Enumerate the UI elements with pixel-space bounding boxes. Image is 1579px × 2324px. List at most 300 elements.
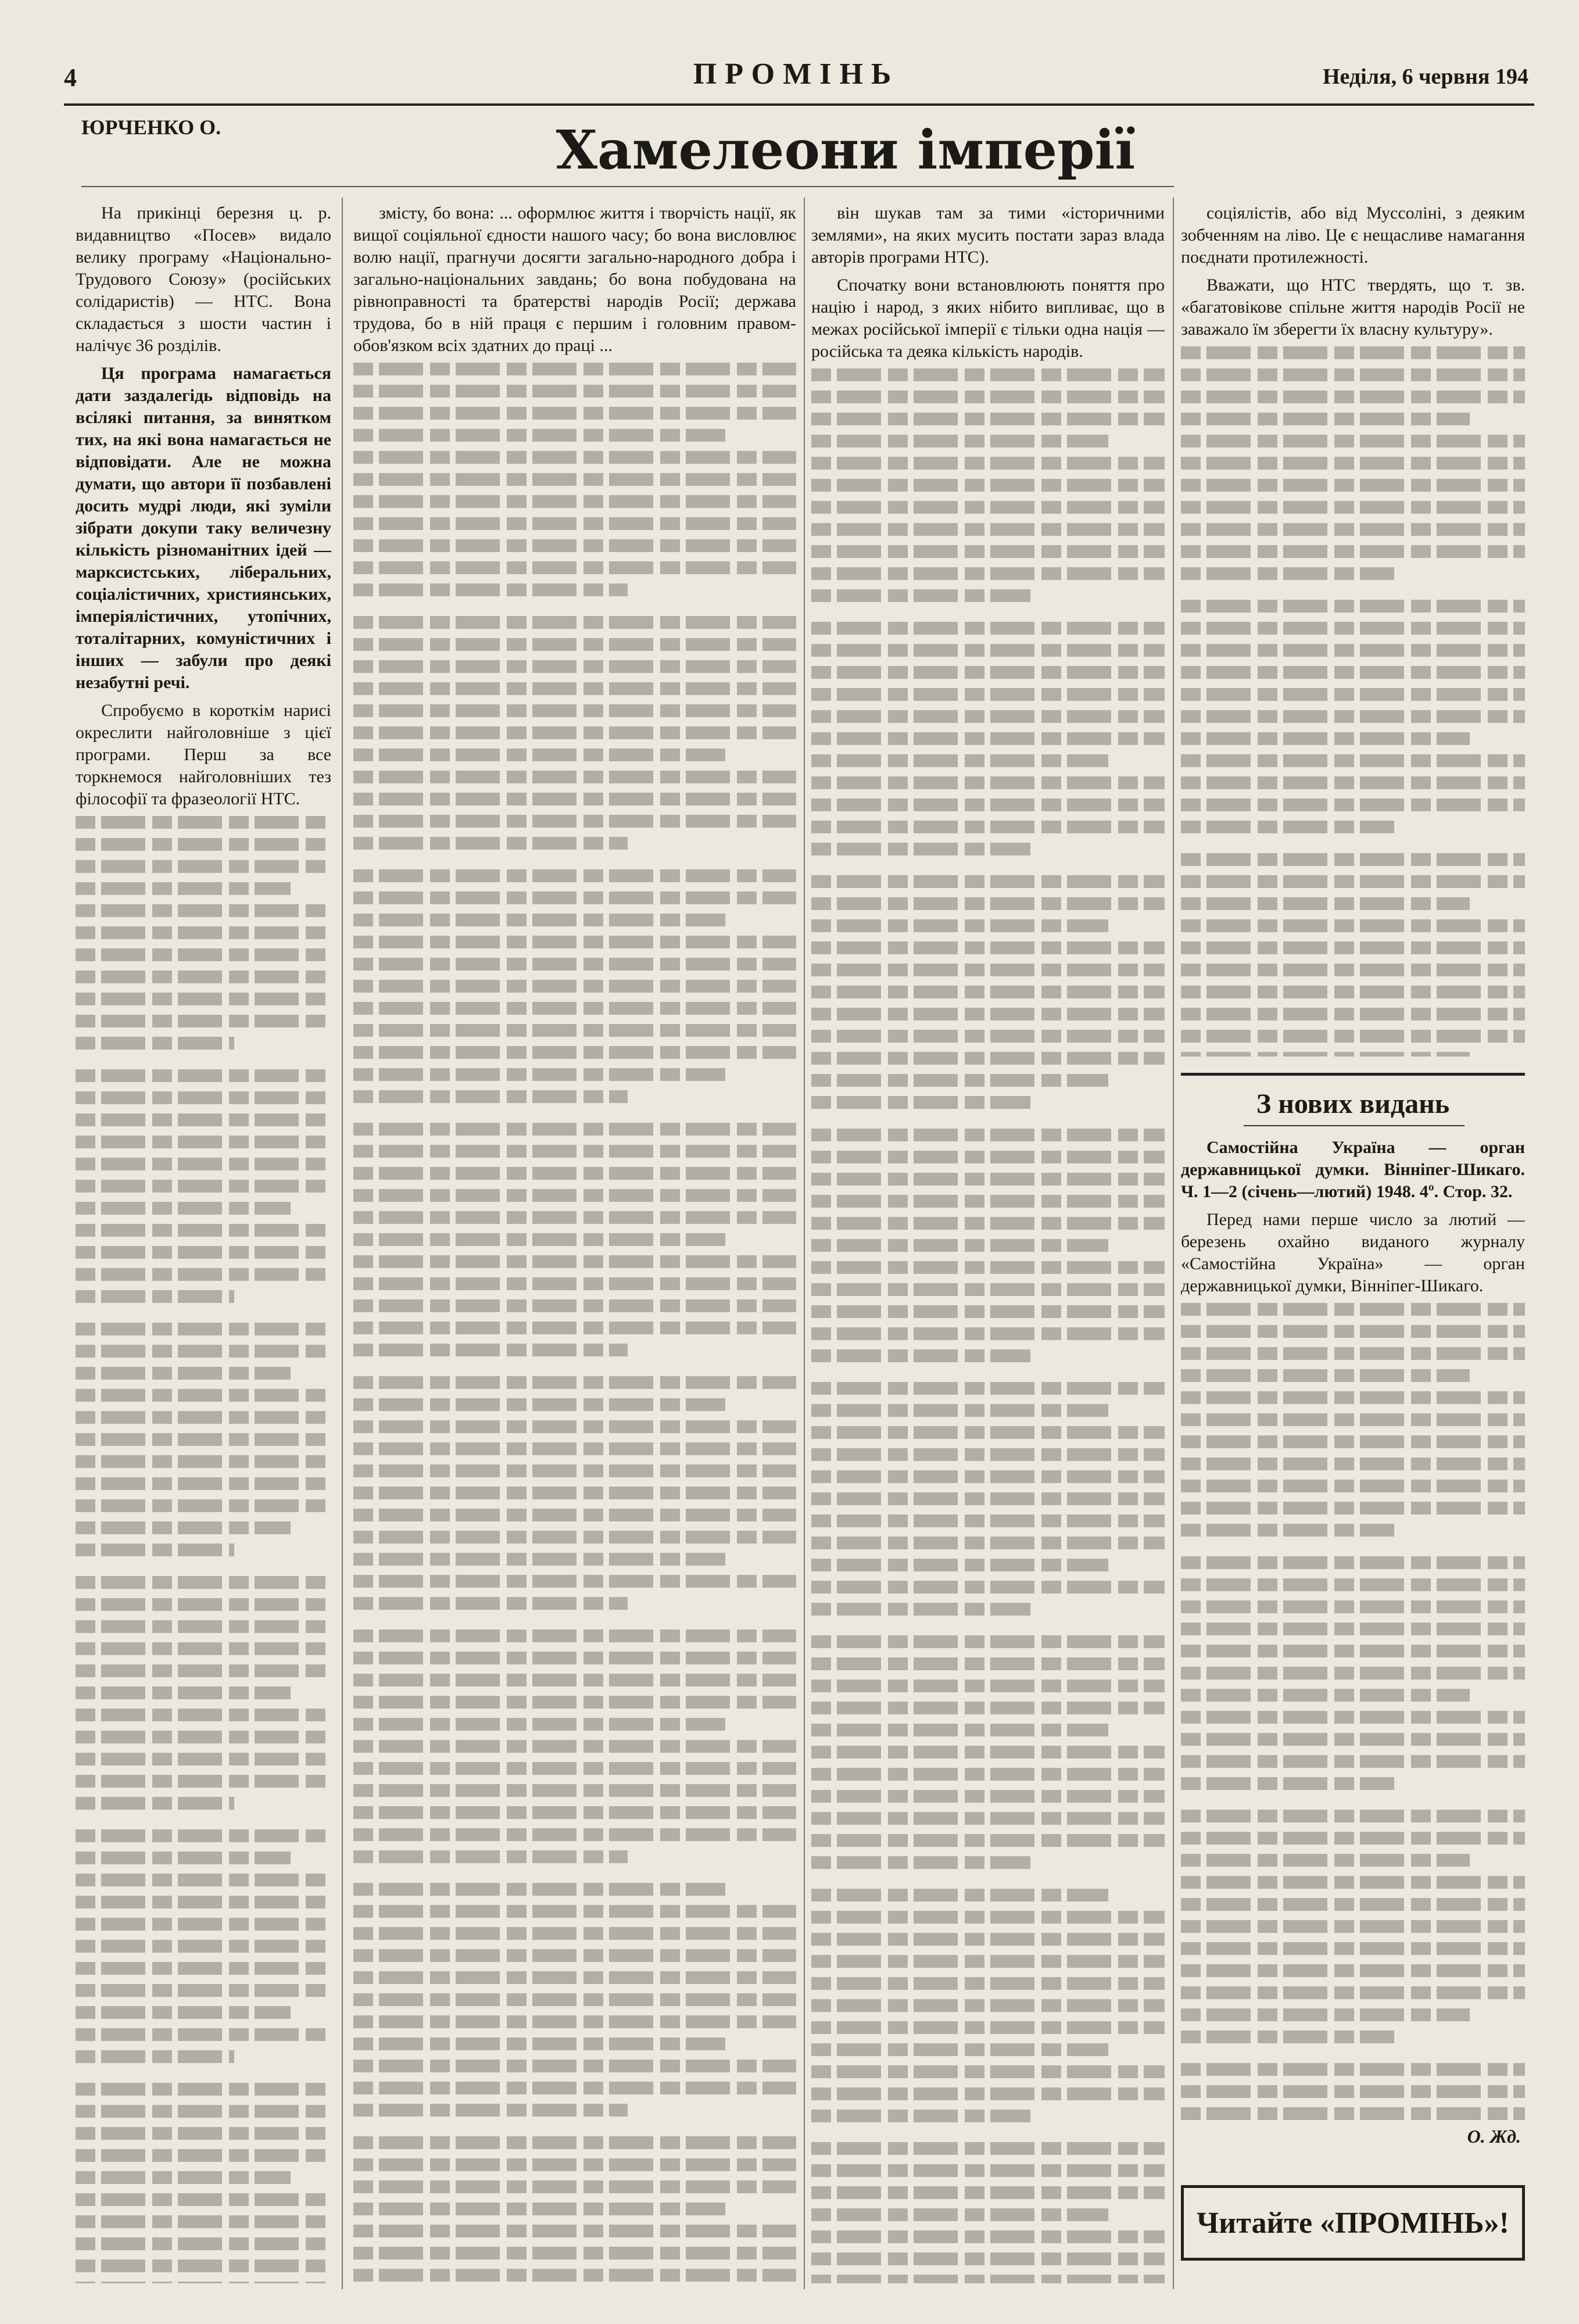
text-line — [811, 1537, 1165, 1549]
text-line — [811, 1999, 1165, 2012]
paragraph-gap — [353, 1112, 796, 1123]
text-line — [1181, 523, 1525, 536]
text-line — [1181, 545, 1525, 558]
text-line — [76, 1829, 331, 1842]
paragraph: На прикінці березня ц. р. видавництво «Посев» видало велику програму «Національно-Трудового Союзу» (російських солідаристів) — НТС. Вона складається з шости частин і налічує 36 розділів. — [76, 203, 331, 355]
text-line — [76, 1202, 291, 1215]
text-line — [811, 1657, 1165, 1670]
text-line — [353, 1123, 796, 1136]
text-line — [353, 1806, 796, 1819]
text-line — [353, 1597, 628, 1610]
paragraph-gap — [353, 2126, 796, 2136]
text-line — [1181, 368, 1525, 381]
text-line — [811, 1581, 1165, 1594]
text-line — [811, 776, 1165, 789]
text-line — [353, 1398, 725, 1411]
text-line — [811, 413, 1165, 425]
text-line — [353, 2136, 796, 2149]
text-line — [811, 1008, 1165, 1020]
text-line — [811, 1382, 1165, 1395]
text-line — [353, 749, 725, 761]
paragraph-gap — [811, 1878, 1165, 1889]
text-line — [353, 815, 796, 828]
text-line — [1181, 2085, 1525, 2098]
text-lines — [76, 816, 331, 2283]
text-line — [76, 971, 331, 983]
reviews-column — [1181, 1137, 1525, 2125]
text-line — [1181, 941, 1525, 954]
text-line — [76, 1620, 331, 1633]
article-column-4 — [1181, 202, 1525, 1057]
text-line — [1181, 732, 1470, 745]
text-line — [353, 837, 628, 850]
text-line — [76, 1389, 331, 1402]
paragraph-gap — [353, 606, 796, 616]
text-line — [353, 936, 796, 948]
text-line — [811, 523, 1165, 536]
text-line — [811, 2065, 1165, 2078]
text-line — [811, 391, 1165, 403]
text-line — [1181, 688, 1525, 701]
text-line — [353, 2015, 796, 2028]
text-line — [811, 1834, 1165, 1847]
text-line — [1181, 754, 1525, 767]
text-line — [811, 1261, 1165, 1274]
text-line — [353, 1002, 796, 1015]
column-divider — [804, 198, 805, 2289]
text-line — [811, 798, 1165, 811]
text-line — [353, 1883, 725, 1896]
text-line — [76, 1709, 331, 1721]
text-line — [76, 1323, 331, 1335]
text-line — [811, 2275, 1165, 2283]
text-line — [811, 2021, 1165, 2034]
text-line — [353, 1696, 796, 1709]
text-line — [1181, 1480, 1525, 1492]
text-line — [353, 616, 796, 629]
text-line — [811, 1790, 1165, 1803]
paragraph: Спробуємо в короткім нарисі окреслити найголовніше з цієї програми. Перш за все торкнемося найголовніших тез філософії та фразеології НТС. — [76, 701, 331, 808]
text-line — [76, 860, 331, 873]
text-line — [1181, 666, 1525, 679]
text-line — [353, 1784, 796, 1797]
text-line — [811, 821, 1165, 833]
text-line — [353, 891, 796, 904]
text-line — [76, 816, 331, 829]
paragraph: змісту, бо вона: ... оформлює життя і творчість нації, як вищої соціяльної єдности нашого часу; бо вона висловлює волю нації, прагнучи досягти загально-народного добра і загально-національних завдань; бо вона побудована на рівноправності та братерстві народів Росії; держава трудова, бо в ній праця є першим і головним правом-обов'язком всіх здатних до праці ... — [353, 203, 796, 355]
text-line — [1181, 1600, 1525, 1613]
paragraph-gap — [353, 859, 796, 869]
text-line — [811, 1349, 1030, 1362]
text-line — [1181, 1052, 1470, 1057]
text-line — [1181, 1369, 1470, 1382]
paragraph-gap — [1181, 1799, 1525, 1810]
text-line — [811, 1470, 1165, 1483]
text-line — [353, 1376, 796, 1389]
text-line — [811, 688, 1165, 701]
text-line — [353, 1531, 796, 1544]
text-line — [1181, 1008, 1525, 1020]
text-line — [353, 473, 796, 486]
text-line — [353, 2225, 796, 2237]
text-line — [811, 754, 1108, 767]
text-line — [353, 1630, 796, 1642]
text-line — [811, 2110, 1030, 2122]
text-line — [353, 2104, 628, 2117]
text-line — [76, 2105, 331, 2118]
text-line — [1181, 1898, 1525, 1911]
page-number: 4 — [64, 63, 77, 92]
text-line — [1181, 1986, 1525, 1999]
text-line — [1181, 776, 1525, 789]
text-line — [811, 644, 1165, 657]
text-line — [1181, 1030, 1525, 1043]
text-line — [811, 1426, 1165, 1439]
text-line — [1181, 875, 1525, 888]
paragraph-gap — [1181, 1546, 1525, 1556]
text-line — [811, 545, 1165, 558]
text-line — [1181, 2107, 1525, 2120]
article-column-2 — [353, 202, 796, 2283]
text-line — [353, 583, 628, 596]
text-line — [76, 882, 291, 895]
text-line — [76, 2259, 331, 2272]
text-line — [353, 1850, 628, 1863]
text-line — [353, 1828, 796, 1841]
text-lines — [1181, 1303, 1525, 2125]
text-line — [76, 1268, 331, 1281]
text-line — [353, 385, 796, 398]
text-line — [1181, 2063, 1525, 2076]
text-line — [1181, 1920, 1525, 1933]
page-header — [64, 52, 1528, 99]
text-line — [1181, 600, 1525, 613]
text-line — [353, 869, 796, 882]
text-line — [811, 1768, 1165, 1781]
text-line — [811, 1448, 1165, 1461]
paragraph-gap — [76, 1312, 331, 1323]
text-line — [353, 1442, 796, 1455]
text-line — [353, 2037, 725, 2050]
text-line — [76, 1521, 291, 1534]
text-line — [353, 1046, 796, 1059]
text-line — [811, 1746, 1165, 1759]
text-line — [76, 2215, 331, 2228]
text-line — [353, 1233, 725, 1246]
title-rule — [81, 186, 1174, 187]
text-line — [811, 501, 1165, 514]
text-line — [76, 2282, 331, 2283]
text-line — [353, 638, 796, 651]
text-line — [76, 2083, 331, 2096]
text-line — [1181, 1623, 1525, 1635]
text-line — [76, 1113, 331, 1126]
article-title: Хамелеони імперії — [556, 119, 1136, 181]
text-line — [353, 1322, 796, 1334]
text-line — [1181, 1435, 1525, 1448]
paragraph-gap — [811, 1118, 1165, 1129]
text-line — [353, 1652, 796, 1664]
text-line — [811, 1173, 1165, 1186]
text-line — [76, 926, 331, 939]
text-line — [76, 1091, 331, 1104]
text-line — [811, 1603, 1030, 1616]
text-line — [811, 1856, 1030, 1869]
text-line — [76, 2237, 331, 2250]
text-line — [76, 838, 331, 851]
text-line — [1181, 986, 1525, 998]
text-line — [1181, 1810, 1525, 1822]
text-line — [811, 2043, 1108, 2056]
paragraph-gap — [811, 865, 1165, 875]
text-line — [1181, 1667, 1525, 1680]
text-line — [353, 958, 796, 971]
text-line — [353, 1553, 725, 1566]
text-line — [811, 1635, 1165, 1648]
text-line — [1181, 853, 1525, 866]
text-line — [811, 1074, 1108, 1087]
text-line — [811, 479, 1165, 492]
text-line — [811, 875, 1165, 888]
paragraph-gap — [76, 1819, 331, 1829]
text-line — [1181, 1413, 1525, 1426]
text-line — [353, 1762, 796, 1775]
text-line — [811, 941, 1165, 954]
text-lines — [1181, 346, 1525, 1057]
text-line — [353, 517, 796, 530]
text-line — [811, 1933, 1165, 1946]
text-line — [353, 1993, 796, 2006]
text-line — [353, 2203, 725, 2215]
text-line — [1181, 1832, 1525, 1845]
text-line — [811, 1052, 1165, 1065]
text-line — [76, 1940, 331, 1953]
text-line — [76, 1015, 331, 1027]
text-line — [811, 1096, 1030, 1109]
text-line — [811, 710, 1165, 723]
text-line — [811, 1680, 1165, 1692]
text-line — [76, 1544, 234, 1556]
text-lines — [353, 363, 796, 2283]
text-line — [76, 1345, 331, 1358]
text-line — [811, 2142, 1165, 2155]
text-line — [353, 451, 796, 464]
article-column-1 — [76, 202, 331, 2283]
text-line — [811, 2186, 1165, 2199]
text-line — [76, 2050, 234, 2063]
text-line — [353, 2180, 796, 2193]
reviews-heading-rule — [1244, 1125, 1465, 1126]
paragraph: Спочатку вони встановлюють поняття про націю і народ, з яких нібито випливає, що в межах російської імперії є тільки одна нація — російська та деяка кількість народів. — [811, 275, 1165, 361]
text-line — [1181, 1303, 1525, 1316]
text-line — [811, 964, 1165, 976]
text-line — [76, 1246, 331, 1259]
paragraph-gap — [76, 2072, 331, 2083]
text-line — [353, 1674, 796, 1686]
column-divider — [342, 198, 343, 2289]
text-line — [353, 1211, 796, 1224]
text-line — [811, 435, 1108, 447]
text-line — [353, 1255, 796, 1268]
paragraph-gap — [811, 2132, 1165, 2142]
text-line — [811, 589, 1030, 602]
paragraph: Перед нами перше число за лютий — березень охайно виданого журналу «Самостійна Україна» — орган державницької думки, Вінніпег-Шикаго. — [1181, 1210, 1525, 1295]
paragraph: він шукав там за тими «історичними землями», на яких мусить постати зараз влада авторів програми НТС). — [811, 203, 1165, 267]
text-line — [811, 1327, 1165, 1340]
text-line — [811, 368, 1165, 381]
text-line — [1181, 501, 1525, 514]
text-line — [353, 2158, 796, 2171]
text-line — [353, 682, 796, 695]
text-line — [353, 980, 796, 993]
review-signature: О. Жд. — [1467, 2126, 1521, 2147]
text-line — [1181, 919, 1525, 932]
text-line — [353, 1024, 796, 1037]
text-line — [76, 1180, 331, 1193]
text-line — [811, 1404, 1108, 1417]
text-line — [811, 457, 1165, 470]
paragraph: Самостійна Україна — орган державницької думки. Вінніпег-Шикаго. Ч. 1—2 (січень—лютий) 1948. 4º. Стор. 32. — [1181, 1138, 1525, 1201]
text-line — [1181, 1689, 1470, 1702]
section-rule-top — [1181, 1073, 1525, 1076]
text-line — [76, 1731, 331, 1743]
paragraph-gap — [1181, 2053, 1525, 2063]
text-line — [353, 704, 796, 717]
text-line — [1181, 622, 1525, 635]
text-line — [1181, 2031, 1394, 2043]
text-line — [76, 948, 331, 961]
text-line — [353, 1420, 796, 1433]
text-line — [811, 2208, 1108, 2221]
text-line — [1181, 644, 1525, 657]
paragraph-gap — [353, 1619, 796, 1630]
issue-date: Неділя, 6 червня 194 — [1323, 65, 1528, 89]
text-line — [1181, 1325, 1525, 1338]
text-line — [353, 2269, 796, 2282]
text-line — [76, 1411, 331, 1424]
text-line — [76, 1753, 331, 1766]
text-line — [811, 1305, 1165, 1318]
text-line — [76, 993, 331, 1005]
text-line — [1181, 710, 1525, 723]
text-line — [1181, 1524, 1394, 1537]
paragraph: соціялістів, або від Муссоліні, з деяким зобченням на ліво. Це є нещасливе намагання поєднати протилежності. — [1181, 203, 1525, 267]
text-line — [811, 1514, 1165, 1527]
text-line — [811, 986, 1165, 998]
text-lines — [811, 368, 1165, 2283]
text-line — [76, 1069, 331, 1082]
text-line — [353, 1299, 796, 1312]
text-line — [353, 1464, 796, 1477]
header-rule — [64, 103, 1534, 106]
text-line — [811, 2164, 1165, 2177]
text-line — [76, 1136, 331, 1148]
text-line — [76, 1686, 291, 1699]
paragraph-gap — [1181, 843, 1525, 853]
text-line — [76, 2171, 291, 2184]
text-line — [811, 1195, 1165, 1208]
text-line — [76, 1158, 331, 1170]
text-line — [1181, 346, 1525, 359]
text-line — [353, 2060, 796, 2072]
text-line — [76, 1433, 331, 1446]
text-line — [353, 771, 796, 783]
text-line — [1181, 964, 1525, 976]
text-line — [811, 1129, 1165, 1141]
text-line — [76, 1874, 331, 1886]
text-line — [353, 1718, 725, 1731]
text-line — [1181, 1347, 1525, 1360]
text-line — [76, 1984, 331, 1997]
column-divider — [1173, 198, 1174, 2289]
text-line — [811, 1889, 1108, 1902]
text-line — [353, 1167, 796, 1180]
text-line — [811, 567, 1165, 580]
text-line — [811, 897, 1165, 910]
text-line — [811, 1283, 1165, 1296]
text-line — [353, 1189, 796, 1202]
paragraph-gap — [811, 1372, 1165, 1382]
text-line — [353, 429, 725, 442]
text-line — [76, 2127, 331, 2140]
text-line — [76, 1037, 234, 1050]
paragraph: Ця програма намагається дати заздалегідь відповідь на всілякі питання, за винятком тих, на які вона намагається не відповідати. Але не можна думати, що автори її позбавлені досить мудрі люди, які зуміли зібрати докупи таку величезну кількість різноманітних ідей — марксистських, ліберальних, соціалістичних, християнських, імперіялістичних, утопічних, тоталітарних, комуністичних і інших — забули про деякі незабутні речі. — [76, 364, 331, 692]
text-line — [76, 904, 331, 917]
text-line — [1181, 1777, 1394, 1790]
text-line — [353, 561, 796, 574]
text-line — [1181, 1733, 1525, 1746]
text-line — [811, 1911, 1165, 1924]
text-line — [76, 1367, 291, 1380]
text-line — [1181, 1854, 1470, 1867]
article-column-3 — [811, 202, 1165, 2283]
text-line — [353, 1090, 628, 1103]
text-line — [1181, 391, 1525, 403]
text-line — [811, 2087, 1165, 2100]
text-line — [811, 1217, 1165, 1230]
text-line — [76, 2006, 291, 2019]
paragraph-gap — [1181, 589, 1525, 600]
promo-box — [1181, 2185, 1525, 2261]
text-line — [76, 1852, 291, 1864]
text-line — [1181, 1964, 1525, 1977]
text-line — [1181, 479, 1525, 492]
text-line — [1181, 1711, 1525, 1724]
text-line — [353, 1487, 796, 1499]
text-line — [353, 363, 796, 375]
promo-label: Читайте «ПРОМІНЬ»! — [1197, 2206, 1509, 2240]
text-line — [76, 1290, 234, 1303]
paragraph-gap — [811, 1625, 1165, 1635]
paragraph-gap — [811, 611, 1165, 622]
text-line — [353, 1927, 796, 1940]
paragraph-gap — [76, 1566, 331, 1576]
text-line — [353, 1145, 796, 1158]
text-line — [811, 1492, 1165, 1505]
text-line — [811, 1030, 1165, 1043]
text-line — [353, 1344, 628, 1356]
paragraph-gap — [353, 1872, 796, 1883]
text-line — [1181, 1876, 1525, 1889]
article-author: ЮРЧЕНКО О. — [81, 116, 221, 139]
text-line — [76, 2028, 331, 2041]
text-line — [811, 919, 1108, 932]
text-line — [1181, 1645, 1525, 1657]
text-line — [76, 1224, 331, 1237]
text-line — [811, 843, 1030, 855]
text-line — [811, 1559, 1108, 1571]
text-line — [76, 1499, 331, 1512]
